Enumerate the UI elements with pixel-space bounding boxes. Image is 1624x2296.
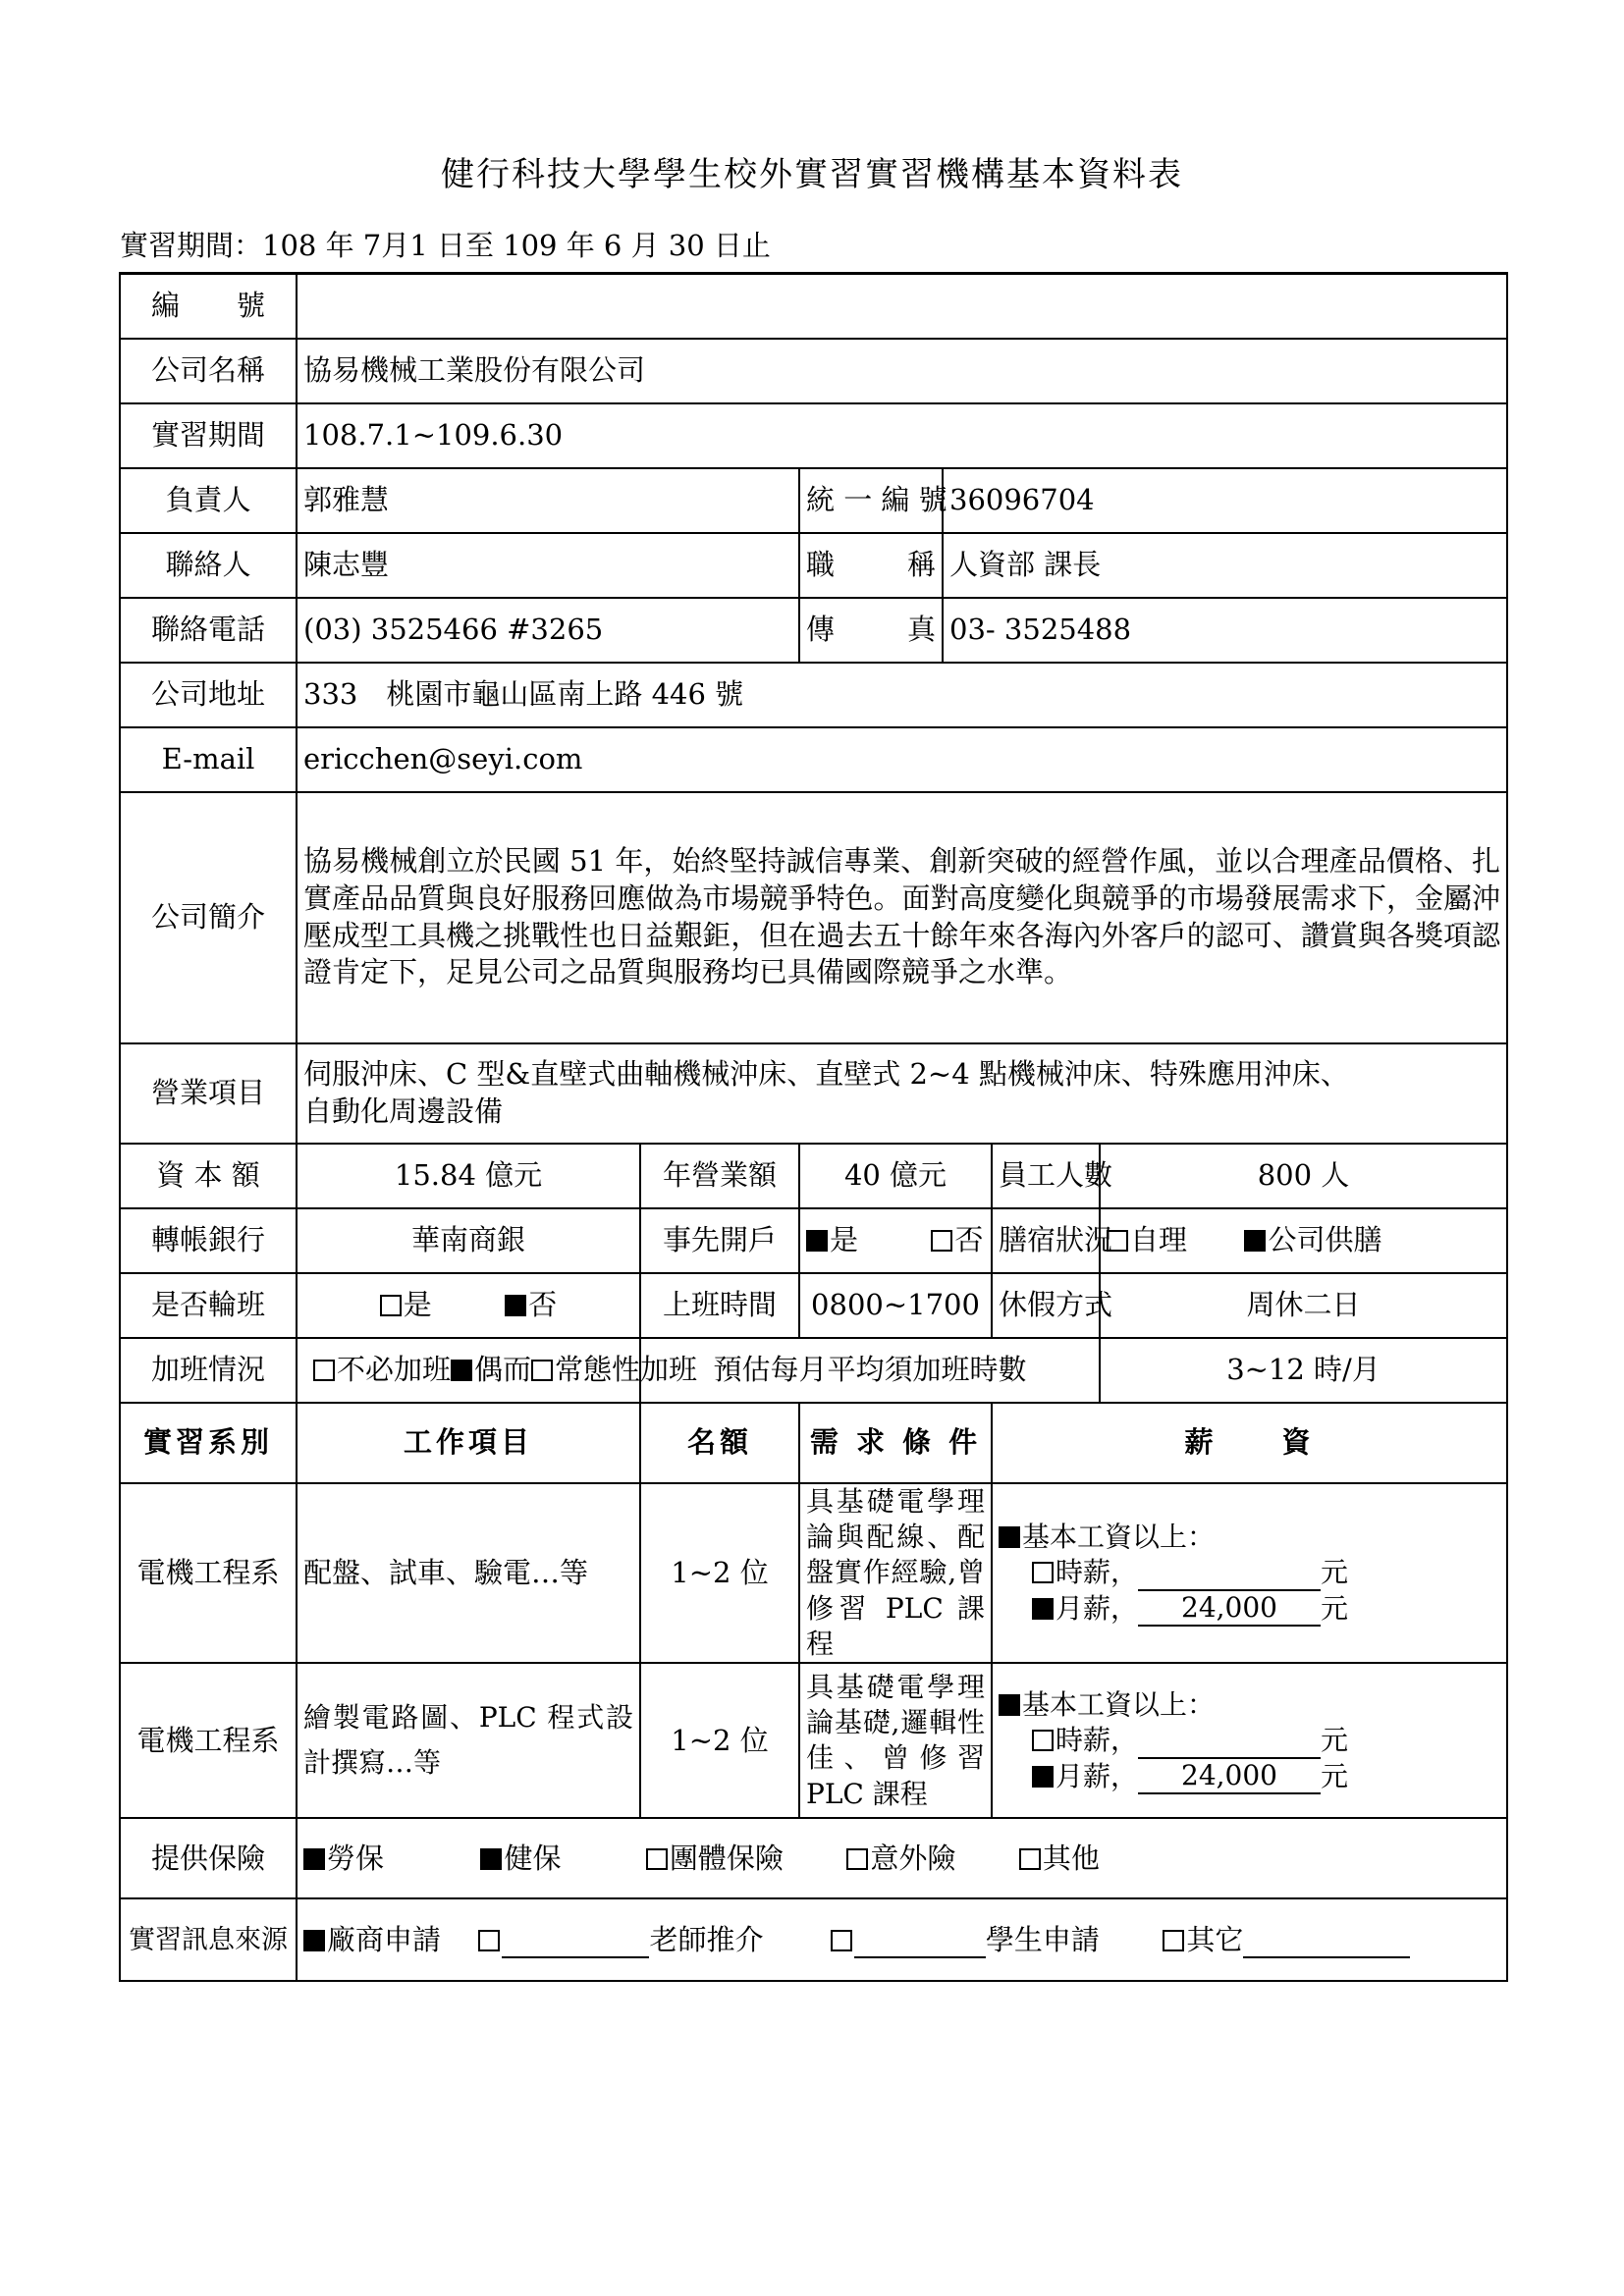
overtime-hours-label: 預估每月平均須加班時數 [640, 1338, 1100, 1403]
position-2-hourly-unit: 元 [1321, 1724, 1349, 1757]
pre-account-no-checkbox[interactable] [931, 1230, 952, 1252]
insurance-accident-checkbox[interactable] [846, 1848, 868, 1870]
row-company-name [120, 339, 1507, 403]
position-1-hourly-unit: 元 [1321, 1556, 1349, 1589]
position-1-hourly-value[interactable] [1138, 1556, 1321, 1591]
source-options [297, 1898, 1507, 1981]
work-hours-label: 上班時間 [640, 1273, 799, 1338]
period-label: 實習期間 [120, 403, 297, 468]
pre-account-no-text: 否 [954, 1222, 984, 1256]
insurance-group-text: 團體保險 [669, 1841, 784, 1875]
insurance-options [297, 1818, 1507, 1898]
id-value[interactable] [297, 274, 1507, 339]
position-1-salary [992, 1483, 1507, 1664]
tax-id-label: 統 一 編 號 [799, 468, 943, 533]
source-student-text: 學生申請 [985, 1922, 1100, 1956]
position-2-quota[interactable]: 1~2 位 [640, 1663, 799, 1818]
row-phone [120, 598, 1507, 663]
table-row [120, 1663, 1507, 1818]
position-1-base-wage-checkbox[interactable] [999, 1526, 1020, 1548]
position-1-dept: 電機工程系 [120, 1483, 297, 1664]
employees-label: 員工人數 [992, 1144, 1100, 1208]
owner-label: 負責人 [120, 468, 297, 533]
job-title-label: 職稱 [799, 533, 943, 598]
header-quota: 名額 [640, 1403, 799, 1483]
row-owner [120, 468, 1507, 533]
insurance-labor-checkbox[interactable] [303, 1848, 325, 1870]
insurance-group-checkbox[interactable] [646, 1848, 668, 1870]
bank-label: 轉帳銀行 [120, 1208, 297, 1273]
overtime-regular-text: 常態性加班 [555, 1352, 698, 1386]
meals-company-checkbox[interactable] [1244, 1230, 1266, 1252]
revenue-value[interactable]: 40 億元 [799, 1144, 992, 1208]
overtime-label: 加班情況 [120, 1338, 297, 1403]
row-bank [120, 1208, 1507, 1273]
business-line-2: 自動化周邊設備 [303, 1094, 504, 1128]
position-2-hourly-checkbox[interactable] [1032, 1730, 1054, 1751]
row-email [120, 727, 1507, 792]
row-insurance [120, 1818, 1507, 1898]
row-address [120, 663, 1507, 727]
contact-value[interactable]: 陳志豐 [297, 533, 799, 598]
fax-value[interactable]: 03- 3525488 [943, 598, 1507, 663]
email-label: E-mail [120, 727, 297, 792]
source-other-checkbox[interactable] [1163, 1930, 1184, 1951]
source-company-text: 廠商申請 [327, 1922, 442, 1956]
meals-label: 膳宿狀況 [992, 1208, 1100, 1273]
row-profile [120, 792, 1507, 1043]
table-row [120, 1483, 1507, 1664]
shift-label: 是否輪班 [120, 1273, 297, 1338]
row-position-header [120, 1403, 1507, 1483]
shift-no-text: 否 [528, 1287, 558, 1321]
job-title-value[interactable]: 人資部 課長 [943, 533, 1507, 598]
insurance-accident-text: 意外險 [870, 1841, 956, 1875]
fax-label: 傳真 [799, 598, 943, 663]
company-name-label: 公司名稱 [120, 339, 297, 403]
insurance-health-checkbox[interactable] [480, 1848, 502, 1870]
pre-account-label: 事先開戶 [640, 1208, 799, 1273]
insurance-other-text: 其他 [1042, 1841, 1100, 1875]
phone-label: 聯絡電話 [120, 598, 297, 663]
position-1-base-wage-text: 基本工資以上： [1022, 1520, 1216, 1553]
header-salary: 薪 資 [992, 1403, 1507, 1483]
work-hours-value[interactable]: 0800~1700 [799, 1273, 992, 1338]
profile-label: 公司簡介 [120, 792, 297, 1043]
position-2-base-wage-text: 基本工資以上： [1022, 1687, 1216, 1721]
company-info-form [119, 272, 1508, 1982]
position-1-monthly-checkbox[interactable] [1032, 1598, 1054, 1620]
insurance-label: 提供保險 [120, 1818, 297, 1898]
position-2-salary [992, 1663, 1507, 1818]
phone-value[interactable]: (03) 3525466 #3265 [297, 598, 799, 663]
shift-no-checkbox[interactable] [505, 1295, 526, 1316]
pre-account-yes-text: 是 [830, 1222, 859, 1256]
document-title: 健行科技大學學生校外實習實習機構基本資料表 [441, 155, 1183, 194]
source-teacher-blank[interactable] [502, 1923, 649, 1958]
source-label: 實習訊息來源 [120, 1898, 297, 1981]
overtime-options [297, 1338, 698, 1403]
overtime-hours-value[interactable]: 3~12 時/月 [1100, 1338, 1507, 1403]
company-name-value[interactable]: 協易機械工業股份有限公司 [297, 339, 1507, 403]
profile-value[interactable]: 協易機械創立於民國 51 年，始終堅持誠信專業、創新突破的經營作風，並以合理產品價格、扎實產品品質與良好服務回應做為市場競爭特色。面對高度變化與競爭的市場發展需求下，金屬沖壓成型工具機之挑戰性也日益艱鉅，但在過去五十餘年來各海內外客戶的認可、讚賞與各獎項認證肯定下，足見公司之品質與服務均已具備國際競爭之水準。 [297, 792, 1507, 1043]
position-2-requirements[interactable]: 具基礎電學理論基礎,邏輯性佳、曾修習 PLC 課程 [799, 1663, 992, 1818]
source-other-blank[interactable] [1243, 1923, 1410, 1958]
revenue-label: 年營業額 [640, 1144, 799, 1208]
id-label: 編 號 [120, 274, 297, 339]
source-student-blank[interactable] [854, 1923, 986, 1958]
holiday-label: 休假方式 [992, 1273, 1100, 1338]
business-value[interactable] [297, 1043, 1507, 1144]
overtime-none-text: 不必加班 [337, 1352, 452, 1386]
source-other-text: 其它 [1186, 1922, 1244, 1956]
overtime-regular-checkbox[interactable] [531, 1360, 553, 1381]
holiday-value[interactable]: 周休二日 [1100, 1273, 1507, 1338]
insurance-other-checkbox[interactable] [1019, 1848, 1041, 1870]
position-2-hourly-label: 時薪， [1056, 1724, 1139, 1757]
source-student-checkbox[interactable] [831, 1930, 852, 1951]
position-1-quota[interactable]: 1~2 位 [640, 1483, 799, 1664]
position-1-hourly-checkbox[interactable] [1032, 1562, 1054, 1583]
address-label: 公司地址 [120, 663, 297, 727]
bank-value[interactable]: 華南商銀 [297, 1208, 640, 1273]
pre-account-yes-checkbox[interactable] [806, 1230, 828, 1252]
position-2-monthly-label: 月薪， [1056, 1759, 1139, 1792]
position-1-work[interactable]: 配盤、試車、驗電…等 [297, 1483, 640, 1664]
position-2-monthly-value[interactable]: 24,000 [1138, 1759, 1321, 1794]
shift-yes-text: 是 [403, 1287, 432, 1321]
header-requirements: 需 求 條 件 [799, 1403, 992, 1483]
row-period [120, 403, 1507, 468]
row-contact [120, 533, 1507, 598]
source-teacher-text: 老師推介 [649, 1922, 764, 1956]
row-id [120, 274, 1507, 339]
email-value[interactable]: ericchen@seyi.com [297, 727, 1507, 792]
overtime-none-checkbox[interactable] [313, 1360, 335, 1381]
position-2-monthly-unit: 元 [1321, 1759, 1349, 1792]
contact-label: 聯絡人 [120, 533, 297, 598]
position-1-hourly-label: 時薪， [1056, 1556, 1139, 1589]
owner-value[interactable]: 郭雅慧 [297, 468, 799, 533]
header-dept: 實習系別 [120, 1403, 297, 1483]
overtime-occasional-checkbox[interactable] [451, 1360, 472, 1381]
period-value[interactable]: 108.7.1~109.6.30 [297, 403, 1507, 468]
meals-self-text: 自理 [1130, 1222, 1188, 1256]
position-1-monthly-label: 月薪， [1056, 1591, 1139, 1625]
overtime-occasional-text: 偶而 [474, 1352, 532, 1386]
insurance-health-text: 健保 [504, 1841, 562, 1875]
capital-label: 資 本 額 [120, 1144, 297, 1208]
shift-yes-checkbox[interactable] [380, 1295, 402, 1316]
insurance-labor-text: 勞保 [327, 1841, 385, 1875]
business-label: 營業項目 [120, 1043, 297, 1144]
employees-value[interactable]: 800 人 [1100, 1144, 1507, 1208]
business-line-1: 伺服沖床、C 型&直壁式曲軸機械沖床、直壁式 2~4 點機械沖床、特殊應用沖床、 [303, 1056, 1349, 1091]
meals-options [1100, 1208, 1507, 1273]
row-overtime [120, 1338, 1507, 1403]
address-value[interactable]: 333 桃園市龜山區南上路 446 號 [297, 663, 1507, 727]
header-work: 工作項目 [297, 1403, 640, 1483]
source-teacher-checkbox[interactable] [478, 1930, 500, 1951]
pre-account-options [799, 1208, 992, 1273]
position-1-monthly-unit: 元 [1321, 1591, 1349, 1625]
position-2-monthly-checkbox[interactable] [1032, 1766, 1054, 1788]
position-1-monthly-value[interactable]: 24,000 [1138, 1591, 1321, 1627]
position-2-hourly-value[interactable] [1138, 1724, 1321, 1759]
shift-options [297, 1273, 640, 1338]
tax-id-value[interactable]: 36096704 [943, 468, 1507, 533]
row-source [120, 1898, 1507, 1981]
position-2-base-wage-checkbox[interactable] [999, 1694, 1020, 1716]
meals-self-checkbox[interactable] [1107, 1230, 1128, 1252]
position-2-dept: 電機工程系 [120, 1663, 297, 1818]
source-company-checkbox[interactable] [303, 1930, 325, 1951]
position-1-requirements[interactable]: 具基礎電學理論與配線、配盤實作經驗,曾修習 PLC 課程 [799, 1483, 992, 1664]
row-business [120, 1043, 1507, 1144]
position-2-work[interactable]: 繪製電路圖、PLC 程式設計撰寫…等 [297, 1663, 640, 1818]
row-shift [120, 1273, 1507, 1338]
row-capital [120, 1144, 1507, 1208]
capital-value[interactable]: 15.84 億元 [297, 1144, 640, 1208]
internship-period-line: 實習期間：108 年 7月1 日至 109 年 6 月 30 日止 [120, 229, 771, 262]
meals-company-text: 公司供膳 [1268, 1222, 1382, 1256]
